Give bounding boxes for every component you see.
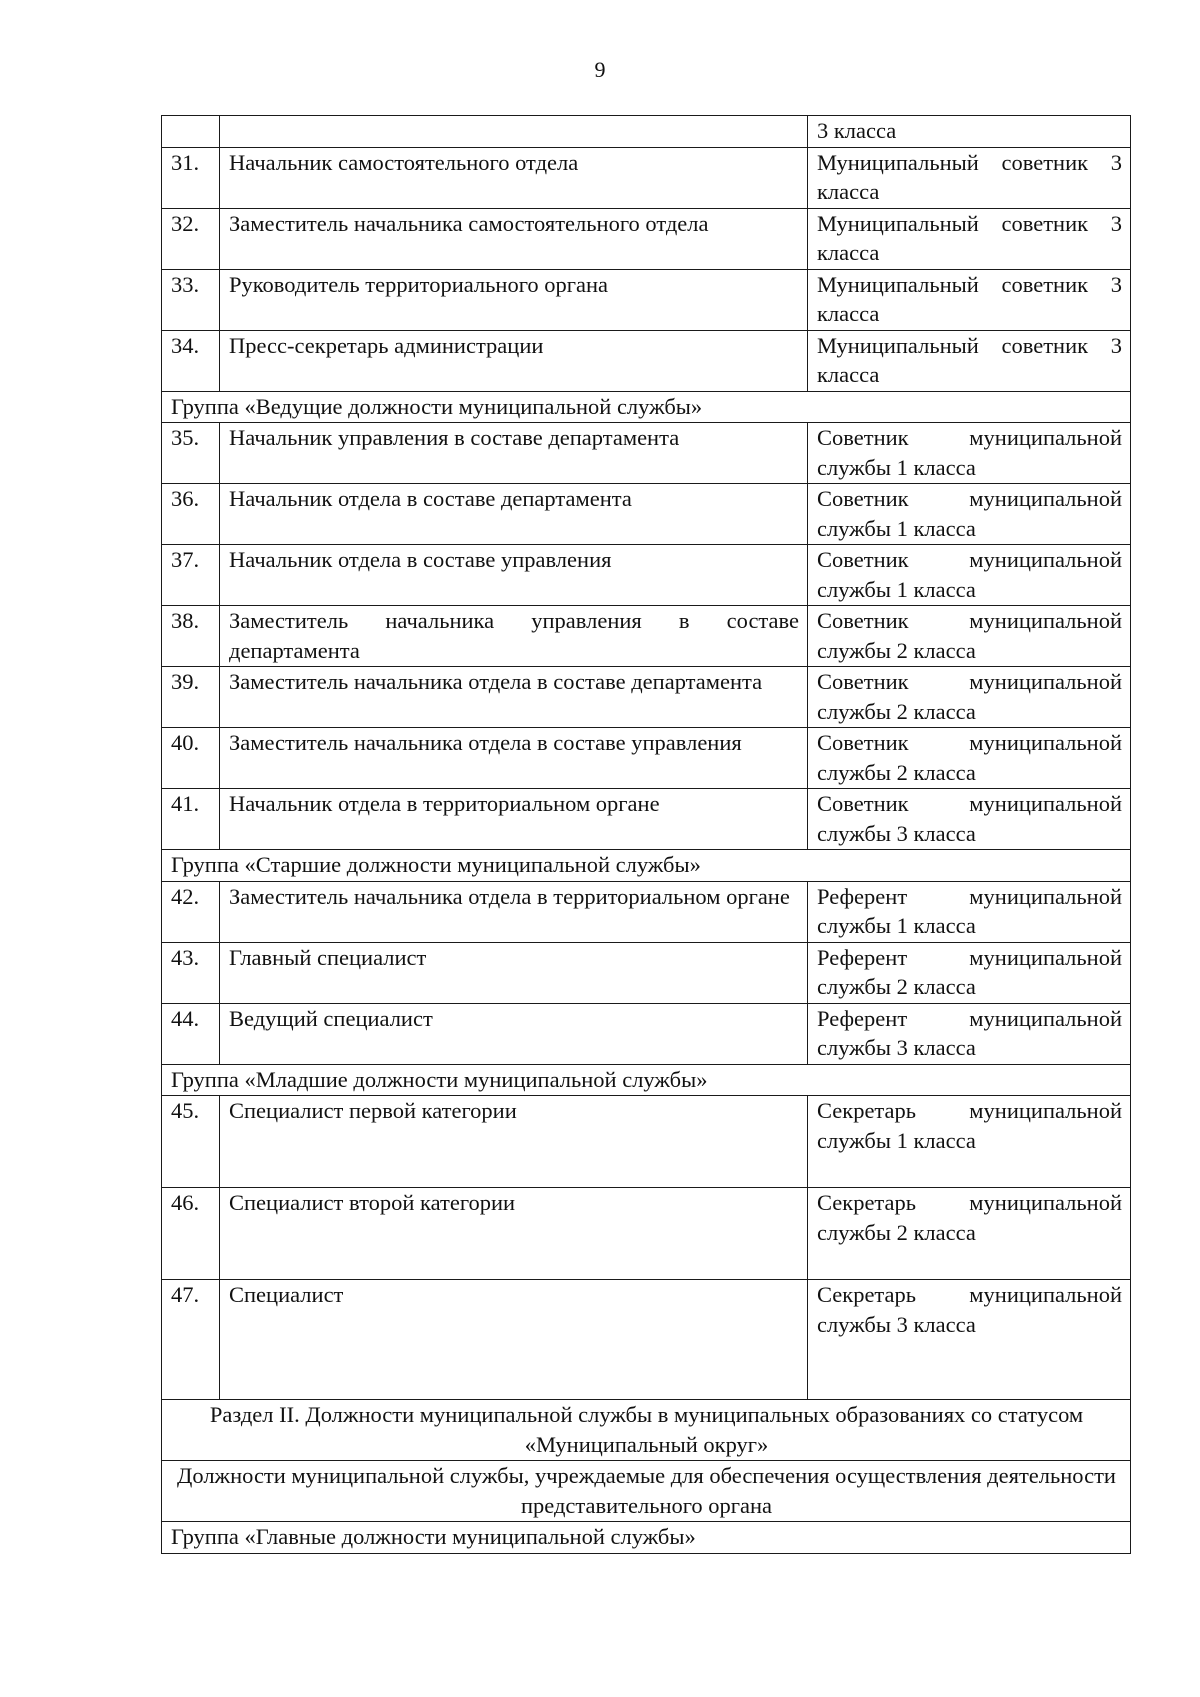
row-number: 40. <box>162 728 220 789</box>
row-number: 36. <box>162 484 220 545</box>
class-rank: Советник муниципальной службы 2 класса <box>808 728 1131 789</box>
group-header-row <box>162 391 1131 423</box>
position-title: Начальник отдела в составе департамента <box>220 484 808 545</box>
table-row <box>162 667 1131 728</box>
table-row <box>162 1003 1131 1064</box>
class-rank: Референт муниципальной службы 2 класса <box>808 942 1131 1003</box>
class-rank: Референт муниципальной службы 1 класса <box>808 881 1131 942</box>
class-rank: Советник муниципальной службы 2 класса <box>808 667 1131 728</box>
table-row <box>162 545 1131 606</box>
position-title: Руководитель территориального органа <box>220 269 808 330</box>
class-rank: Советник муниципальной службы 1 класса <box>808 423 1131 484</box>
table-row <box>162 1280 1131 1400</box>
row-number: 32. <box>162 208 220 269</box>
row-number: 47. <box>162 1280 220 1400</box>
position-title: Заместитель начальника управления в составе департамента <box>220 606 808 667</box>
class-rank: Советник муниципальной службы 1 класса <box>808 545 1131 606</box>
row-number: 41. <box>162 789 220 850</box>
position-title: Начальник самостоятельного отдела <box>220 147 808 208</box>
table-row <box>162 1188 1131 1280</box>
section-title: Раздел II. Должности муниципальной службы в муниципальных образованиях со статусом «Муниципальный округ» <box>162 1400 1131 1461</box>
class-rank: Секретарь муниципальной службы 3 класса <box>808 1280 1131 1400</box>
table-row <box>162 881 1131 942</box>
row-number: 33. <box>162 269 220 330</box>
group-header-leading: Группа «Ведущие должности муниципальной службы» <box>162 391 1131 423</box>
position-title: Специалист второй категории <box>220 1188 808 1280</box>
group-header-main: Группа «Главные должности муниципальной службы» <box>162 1522 1131 1554</box>
table-row <box>162 208 1131 269</box>
row-number: 45. <box>162 1096 220 1188</box>
class-rank: Советник муниципальной службы 3 класса <box>808 789 1131 850</box>
position-title: Пресс-секретарь администрации <box>220 330 808 391</box>
row-number: 37. <box>162 545 220 606</box>
table-row <box>162 606 1131 667</box>
table-row <box>162 728 1131 789</box>
class-rank: Советник муниципальной службы 2 класса <box>808 606 1131 667</box>
position-title: Главный специалист <box>220 942 808 1003</box>
row-number <box>162 116 220 148</box>
row-number: 35. <box>162 423 220 484</box>
table-row <box>162 484 1131 545</box>
table-row <box>162 942 1131 1003</box>
position-title: Заместитель начальника отдела в составе департамента <box>220 667 808 728</box>
position-title: Специалист <box>220 1280 808 1400</box>
position-title: Начальник отдела в составе управления <box>220 545 808 606</box>
position-title: Начальник отдела в территориальном органе <box>220 789 808 850</box>
group-header-row <box>162 1064 1131 1096</box>
position-title: Заместитель начальника самостоятельного отдела <box>220 208 808 269</box>
row-number: 42. <box>162 881 220 942</box>
table-row <box>162 269 1131 330</box>
position-title: Начальник управления в составе департамента <box>220 423 808 484</box>
class-rank: Муниципальный советник 3 класса <box>808 269 1131 330</box>
class-rank: Референт муниципальной службы 3 класса <box>808 1003 1131 1064</box>
class-rank: Секретарь муниципальной службы 2 класса <box>808 1188 1131 1280</box>
position-title: Специалист первой категории <box>220 1096 808 1188</box>
row-number: 44. <box>162 1003 220 1064</box>
class-rank: Муниципальный советник 3 класса <box>808 208 1131 269</box>
positions-table <box>161 115 1131 1554</box>
group-header-senior: Группа «Старшие должности муниципальной службы» <box>162 850 1131 882</box>
table-row <box>162 330 1131 391</box>
row-number: 38. <box>162 606 220 667</box>
row-number: 39. <box>162 667 220 728</box>
table-row <box>162 423 1131 484</box>
class-rank: Секретарь муниципальной службы 1 класса <box>808 1096 1131 1188</box>
class-rank: Советник муниципальной службы 1 класса <box>808 484 1131 545</box>
row-number: 31. <box>162 147 220 208</box>
page-number: 9 <box>594 57 606 82</box>
class-rank: Муниципальный советник 3 класса <box>808 330 1131 391</box>
section-header-row <box>162 1400 1131 1461</box>
table-row <box>162 1096 1131 1188</box>
row-number: 43. <box>162 942 220 1003</box>
group-header-row <box>162 1522 1131 1554</box>
table-row <box>162 789 1131 850</box>
row-number: 46. <box>162 1188 220 1280</box>
position-title <box>220 116 808 148</box>
group-header-junior: Группа «Младшие должности муниципальной службы» <box>162 1064 1131 1096</box>
table-row <box>162 147 1131 208</box>
subsection-title: Должности муниципальной службы, учреждаемые для обеспечения осуществления деятельности представительного органа <box>162 1461 1131 1522</box>
table-row <box>162 116 1131 148</box>
position-title: Заместитель начальника отдела в составе управления <box>220 728 808 789</box>
class-rank: Муниципальный советник 3 класса <box>808 147 1131 208</box>
position-title: Ведущий специалист <box>220 1003 808 1064</box>
position-title: Заместитель начальника отдела в территориальном органе <box>220 881 808 942</box>
row-number: 34. <box>162 330 220 391</box>
class-rank: 3 класса <box>808 116 1131 148</box>
group-header-row <box>162 850 1131 882</box>
subsection-header-row <box>162 1461 1131 1522</box>
